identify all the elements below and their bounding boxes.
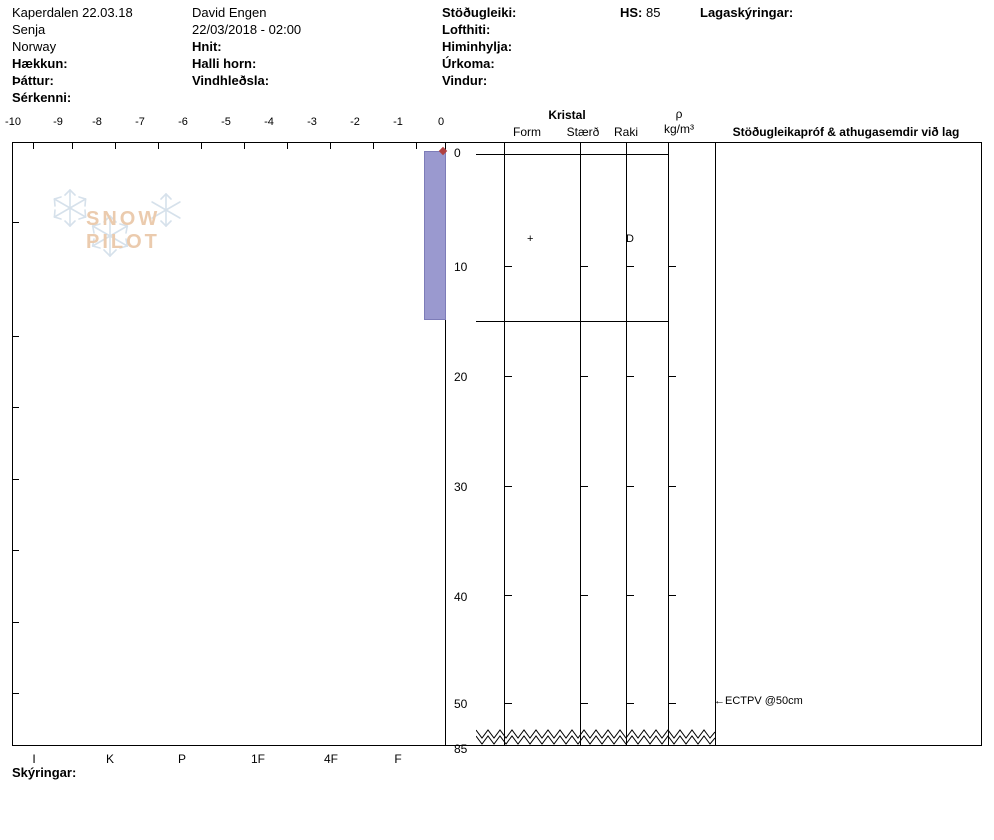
depth-label-0: 0 (454, 146, 461, 160)
stability-test-annotation[interactable] (714, 695, 803, 707)
test-arrow-icon: ← (714, 695, 725, 707)
temp-top-tick-6 (244, 142, 245, 149)
depth-label-30: 30 (454, 480, 468, 494)
air-temp-field (442, 21, 622, 38)
hardness-label-P: P (177, 752, 186, 766)
hardness-label-F: F (394, 752, 402, 766)
col-tick-10cm-size (581, 266, 588, 267)
temperature-axis-labels (0, 116, 460, 130)
characteristics-field (12, 89, 192, 106)
temp-top-tick-4 (158, 142, 159, 149)
temp-top-tick-9 (373, 142, 374, 149)
header-layer-comments-column (700, 4, 990, 21)
elevation-label: Hækkun: (12, 56, 68, 71)
wind-field (442, 72, 622, 89)
elevation-field (12, 55, 192, 72)
col-tick-20cm-size (581, 376, 588, 377)
ground-zigzag (476, 726, 715, 746)
depth-label-20: 20 (454, 370, 468, 384)
precipitation-field (442, 55, 622, 72)
layer-boundary-15cm (476, 321, 668, 322)
aspect-field (12, 72, 192, 89)
temp-top-tick-7 (287, 142, 288, 149)
density-symbol-header: ρ (675, 107, 683, 121)
depth-label-50: 50 (454, 697, 468, 711)
form-header: Form (513, 125, 541, 139)
header-hs-column (620, 4, 700, 21)
depth-axis (446, 142, 476, 756)
site-region: Senja (12, 22, 46, 37)
temp-tick--4: -4 (264, 116, 274, 128)
coordinates-label: Hnit: (192, 39, 222, 54)
header-location-column (12, 4, 192, 106)
wetness-header: Raki (613, 125, 638, 139)
size-header: Stærð (566, 125, 600, 139)
temp-top-tick-10 (416, 142, 417, 149)
snowpilot-watermark (48, 188, 208, 258)
col-tick-40cm-size (581, 595, 588, 596)
layer-bar-0-15cm[interactable] (424, 151, 446, 320)
total-snow-height-field (620, 4, 700, 21)
col-tick-10cm-wetness (627, 266, 634, 267)
sky-cover-field (442, 38, 622, 55)
wind-label: Vindur: (442, 73, 488, 88)
profile-header (0, 0, 994, 108)
temp-left-tick-3 (12, 407, 19, 408)
layer-boundary-0cm (476, 154, 668, 155)
observer-name: David Engen (192, 5, 267, 20)
slope-angle-label: Halli horn: (192, 56, 257, 71)
temp-tick--1: -1 (393, 116, 403, 128)
hardness-label-1F: 1F (250, 752, 265, 766)
site-country: Norway (12, 39, 57, 54)
density-units-header: kg/m³ (664, 122, 694, 136)
col-tick-50cm-form (505, 703, 512, 704)
col-divider-form-size (580, 142, 581, 746)
temp-left-tick-2 (12, 336, 19, 337)
hardness-label-4F: 4F (323, 752, 338, 766)
temp-tick-0: 0 (437, 116, 445, 128)
temp-top-tick-1 (33, 142, 34, 149)
col-tick-30cm-form (505, 486, 512, 487)
wind-loading-label: Vindhleðsla: (192, 73, 270, 88)
temp-tick--8: -8 (92, 116, 102, 128)
aspect-label: Þáttur: (12, 73, 54, 88)
temp-tick--9: -9 (53, 116, 63, 128)
column-headers (476, 108, 982, 142)
watermark-text: SNOW PILOT (86, 208, 161, 253)
temp-left-tick-7 (12, 693, 19, 694)
depth-label-85: 85 (454, 742, 468, 756)
hardness-profile-area (424, 142, 446, 746)
temp-left-tick-6 (12, 622, 19, 623)
col-tick-40cm-density (669, 595, 676, 596)
col-tick-20cm-density (669, 376, 676, 377)
observation-datetime: 22/03/2018 - 02:00 (192, 22, 302, 37)
slope-angle-field (192, 55, 442, 72)
coordinates-field (192, 38, 442, 55)
crystal-density-columns (476, 142, 982, 746)
col-tick-30cm-density (669, 486, 676, 487)
total-snow-height-label: HS: (620, 5, 643, 20)
temp-left-tick-1 (12, 222, 19, 223)
col-divider-wetness-density (668, 142, 669, 746)
notes-label: Skýringar: (12, 765, 77, 780)
col-tick-10cm-density (669, 266, 676, 267)
characteristics-label: Sérkenni: (12, 90, 72, 105)
temp-left-tick-4 (12, 479, 19, 480)
col-tick-40cm-wetness (627, 595, 634, 596)
col-tick-50cm-density (669, 703, 676, 704)
temp-tick--5: -5 (221, 116, 231, 128)
depth-label-10: 10 (454, 260, 468, 274)
hardness-label-I: I (32, 752, 36, 766)
crystal-group-header: Kristal (548, 108, 586, 122)
col-tick-50cm-wetness (627, 703, 634, 704)
site-title: Kaperdalen 22.03.18 (12, 5, 133, 20)
temp-top-tick-3 (115, 142, 116, 149)
air-temp-label: Lofthiti: (442, 22, 491, 37)
col-divider-form-left (504, 142, 505, 746)
col-divider-density-tests (715, 142, 716, 746)
col-tick-20cm-form (505, 376, 512, 377)
test-label: ECTPV @50cm (725, 695, 803, 707)
stability-label: Stöðugleiki: (442, 5, 517, 20)
temp-tick--7: -7 (135, 116, 145, 128)
hardness-label-K: K (105, 752, 114, 766)
temp-top-tick-5 (201, 142, 202, 149)
col-tick-40cm-form (505, 595, 512, 596)
header-weather-column (442, 4, 622, 89)
stability-field (442, 4, 622, 21)
layer-0-grain-form: + (527, 233, 534, 245)
temp-tick--3: -3 (307, 116, 317, 128)
layer-0-wetness: D (626, 233, 634, 245)
precipitation-label: Úrkoma: (442, 56, 495, 71)
temp-tick--2: -2 (350, 116, 360, 128)
layer-comments-label: Lagaskýringar: (700, 5, 794, 20)
temp-top-tick-2 (72, 142, 73, 149)
temp-top-tick-8 (330, 142, 331, 149)
col-tick-10cm-form (505, 266, 512, 267)
col-tick-30cm-wetness (627, 486, 634, 487)
sky-cover-label: Himinhylja: (442, 39, 513, 54)
header-observer-column (192, 4, 442, 89)
col-tick-20cm-wetness (627, 376, 634, 377)
temp-tick--10: -10 (5, 116, 21, 128)
depth-label-40: 40 (454, 590, 468, 604)
temp-tick--6: -6 (178, 116, 188, 128)
col-tick-50cm-size (581, 703, 588, 704)
temp-left-tick-5 (12, 550, 19, 551)
col-tick-30cm-size (581, 486, 588, 487)
total-snow-height-value: 85 (646, 5, 661, 20)
wind-loading-field (192, 72, 442, 89)
stability-tests-header: Stöðugleikapróf & athugasemdir við lag (732, 125, 960, 139)
